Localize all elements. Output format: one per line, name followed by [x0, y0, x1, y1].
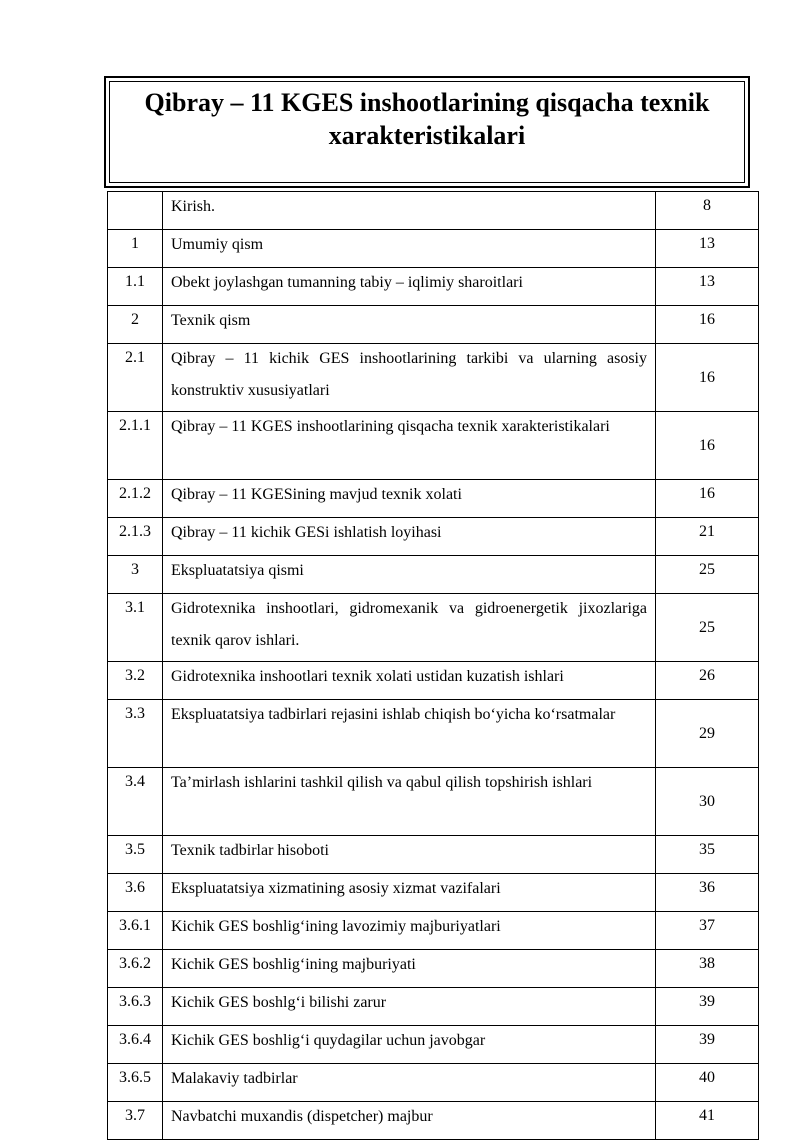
page-number: 36 — [656, 874, 759, 912]
page-number: 8 — [656, 192, 759, 230]
section-title: Texnik qism — [171, 312, 251, 329]
section-title-cell — [163, 306, 656, 344]
section-title-cell — [163, 518, 656, 556]
toc-row — [108, 1102, 759, 1140]
section-title-cell — [163, 950, 656, 988]
section-title-cell — [163, 836, 656, 874]
section-title-cell — [163, 874, 656, 912]
section-title-cell — [163, 1102, 656, 1140]
section-title: Kichik GES boshlig‘ining majburiyati — [171, 956, 416, 973]
section-number: 3 — [108, 556, 163, 594]
section-title: Umumiy qism — [171, 236, 264, 253]
toc-row — [108, 230, 759, 268]
page-number: 16 — [656, 480, 759, 518]
table-of-contents — [107, 191, 759, 1140]
page-number: 26 — [656, 662, 759, 700]
section-title: Kichik GES boshlig‘i quydagilar uchun javobgar — [171, 1032, 486, 1049]
title-frame — [104, 76, 750, 188]
page-number: 39 — [656, 1026, 759, 1064]
section-title-cell — [163, 230, 656, 268]
section-number — [108, 192, 163, 230]
section-number: 2.1.1 — [108, 412, 163, 480]
section-number: 2.1.3 — [108, 518, 163, 556]
page-number: 35 — [656, 836, 759, 874]
toc-row — [108, 480, 759, 518]
page-number: 13 — [656, 230, 759, 268]
section-number: 3.3 — [108, 700, 163, 768]
page-number: 38 — [656, 950, 759, 988]
section-title-cell — [163, 268, 656, 306]
section-title: Qibray – 11 kichik GESi ishlatish loyihasi — [171, 524, 442, 541]
section-title-cell — [163, 700, 656, 768]
section-title-cell — [163, 662, 656, 700]
toc-row — [108, 950, 759, 988]
section-title: Ta’mirlash ishlarini tashkil qilish va qabul qilish topshirish ishlari — [171, 774, 593, 791]
section-title: Ekspluatatsiya tadbirlari rejasini ishlab chiqish bo‘yicha ko‘rsatmalar — [171, 706, 616, 723]
section-number: 3.1 — [108, 594, 163, 662]
section-title: Kichik GES boshlg‘i bilishi zarur — [171, 994, 387, 1011]
section-number: 3.6.3 — [108, 988, 163, 1026]
toc-row — [108, 988, 759, 1026]
toc-row — [108, 556, 759, 594]
section-title: Kirish. — [171, 198, 215, 215]
section-number: 3.6.5 — [108, 1064, 163, 1102]
toc-row — [108, 1064, 759, 1102]
section-title: Texnik tadbirlar hisoboti — [171, 842, 329, 859]
toc-row — [108, 306, 759, 344]
section-title: Qibray – 11 KGESining mavjud texnik xolati — [171, 486, 462, 503]
section-title-cell — [163, 344, 656, 412]
section-number: 1.1 — [108, 268, 163, 306]
toc-row — [108, 268, 759, 306]
section-title-cell — [163, 1064, 656, 1102]
document-title: Qibray – 11 KGES inshootlarining qisqacha texnik xarakteristikalari — [144, 88, 710, 150]
section-title-cell — [163, 192, 656, 230]
toc-row — [108, 1026, 759, 1064]
toc-row — [108, 874, 759, 912]
section-title: Malakaviy tadbirlar — [171, 1070, 298, 1087]
toc-row — [108, 700, 759, 768]
toc-row — [108, 768, 759, 836]
section-title-cell — [163, 768, 656, 836]
page-number: 16 — [656, 344, 759, 412]
section-number: 2.1.2 — [108, 480, 163, 518]
page-number: 29 — [656, 700, 759, 768]
page-number: 30 — [656, 768, 759, 836]
section-title: Qibray – 11 KGES inshootlarining qisqacha texnik xarakteristikalari — [171, 418, 610, 435]
page-number: 40 — [656, 1064, 759, 1102]
section-title: Ekspluatatsiya qismi — [171, 562, 304, 579]
section-number: 2 — [108, 306, 163, 344]
section-title-cell — [163, 594, 656, 662]
page-number: 41 — [656, 1102, 759, 1140]
section-number: 3.2 — [108, 662, 163, 700]
section-number: 1 — [108, 230, 163, 268]
toc-row — [108, 594, 759, 662]
section-title: Gidrotexnika inshootlari texnik xolati ustidan kuzatish ishlari — [171, 668, 564, 685]
page-number: 37 — [656, 912, 759, 950]
page-number: 25 — [656, 594, 759, 662]
toc-row — [108, 192, 759, 230]
section-number: 3.7 — [108, 1102, 163, 1140]
page-number: 21 — [656, 518, 759, 556]
page-number: 13 — [656, 268, 759, 306]
section-number: 3.6.1 — [108, 912, 163, 950]
section-title-cell — [163, 912, 656, 950]
section-number: 3.4 — [108, 768, 163, 836]
section-title-cell — [163, 412, 656, 480]
toc-row — [108, 518, 759, 556]
toc-row — [108, 412, 759, 480]
section-title: Ekspluatatsiya xizmatining asosiy xizmat vazifalari — [171, 880, 501, 897]
page-number: 25 — [656, 556, 759, 594]
section-title-cell — [163, 988, 656, 1026]
section-title: Navbatchi muxandis (dispetcher) majbur — [171, 1108, 433, 1125]
section-title-cell — [163, 1026, 656, 1064]
section-number: 3.5 — [108, 836, 163, 874]
section-title-cell — [163, 556, 656, 594]
toc-row — [108, 912, 759, 950]
section-number: 3.6.2 — [108, 950, 163, 988]
section-title-cell — [163, 480, 656, 518]
page-number: 16 — [656, 412, 759, 480]
toc-row — [108, 662, 759, 700]
section-title: Gidrotexnika inshootlari, gidromexanik va gidroenergetik jixozlariga texnik qarov ishlari. — [171, 600, 647, 649]
page-number: 39 — [656, 988, 759, 1026]
toc-row — [108, 836, 759, 874]
page-number: 16 — [656, 306, 759, 344]
section-number: 3.6.4 — [108, 1026, 163, 1064]
section-number: 2.1 — [108, 344, 163, 412]
section-title: Kichik GES boshlig‘ining lavozimiy majburiyatlari — [171, 918, 501, 935]
section-number: 3.6 — [108, 874, 163, 912]
section-title: Qibray – 11 kichik GES inshootlarining tarkibi va ularning asosiy konstruktiv xususiyatlari — [171, 350, 647, 399]
section-title: Obekt joylashgan tumanning tabiy – iqlimiy sharoitlari — [171, 274, 523, 291]
toc-row — [108, 344, 759, 412]
